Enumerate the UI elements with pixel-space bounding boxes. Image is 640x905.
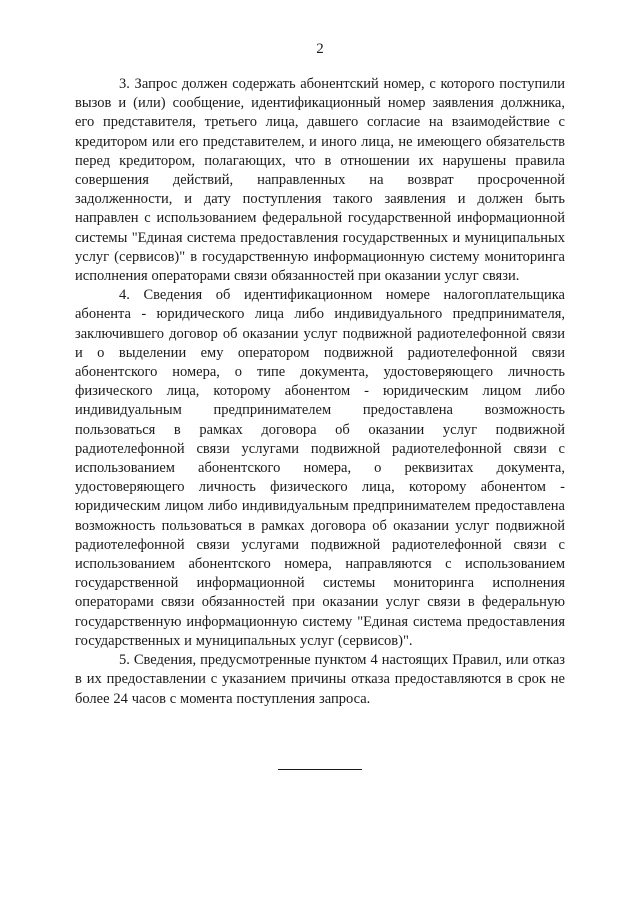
paragraph-5: 5. Сведения, предусмотренные пунктом 4 настоящих Правил, или отказ в их предоставлении с указанием причины отказа предоставляются в срок не более 24 часов с момента поступления запроса. — [75, 652, 565, 707]
document-body — [75, 75, 565, 709]
page-number: 2 — [316, 41, 324, 57]
end-separator-line — [278, 769, 362, 770]
paragraph-3: 3. Запрос должен содержать абонентский номер, с которого поступили вызов и (или) сообщение, идентификационный номер заявления должника, его представителя, третьего лица, давшего согласие на взаимодействие с кредитором или его представителем, и иного лица, не имеющего обязательств перед кредитором, полагающих, что в отношении их нарушены правила совершения действий, направленных на возврат просроченной задолженности, и дату поступления такого заявления и должен быть направлен с использованием федеральной государственной информационной системы "Единая система предоставления государственных и муниципальных услуг (сервисов)" в государственную информационную систему мониторинга исполнения операторами связи обязанностей при оказании услуг связи. — [75, 76, 565, 285]
paragraph-4: 4. Сведения об идентификационном номере налогоплательщика абонента - юридического лица либо индивидуального предпринимателя, заключившего договор об оказании услуг подвижной радиотелефонной связи и о выделении ему оператором подвижной радиотелефонной связи абонентского номера, о типе документа, удостоверяющего личность физического лица, которому абонентом - юридическим лицом либо индивидуальным предпринимателем предоставлена возможность пользоваться в рамках договора об оказании услуг подвижной радиотелефонной связи услугами подвижной радиотелефонной связи с использованием абонентского номера, о реквизитах документа, удостоверяющего личность физического лица, которому абонентом - юридическим лицом либо индивидуальным предпринимателем предоставлена возможность пользоваться в рамках договора об оказании услуг подвижной радиотелефонной связи услугами подвижной радиотелефонной связи с использованием абонентского номера, направляются с использованием государственной информационной системы мониторинга исполнения операторами связи обязанностей при оказании услуг связи в федеральную государственную информационную систему "Единая система предоставления государственных и муниципальных услуг (сервисов)". — [75, 287, 565, 649]
